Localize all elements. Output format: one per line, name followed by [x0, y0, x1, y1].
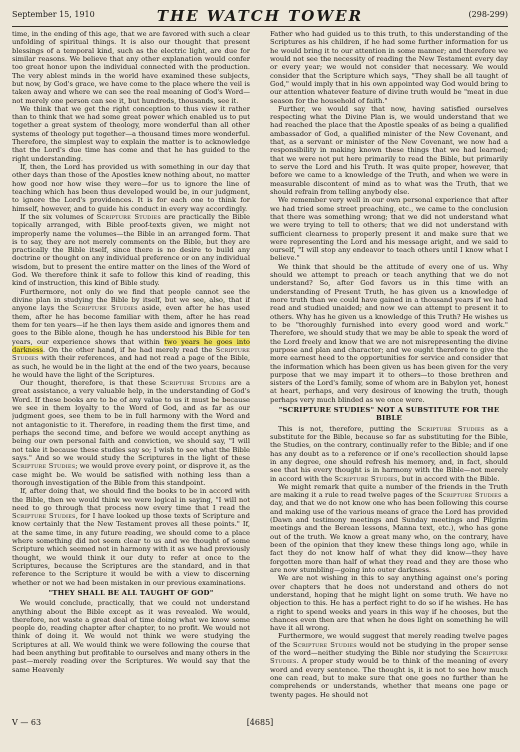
signature-mark: V — 63: [12, 718, 42, 727]
publication-title: THE WATCH TOWER: [156, 7, 364, 25]
paragraph: If, after doing that, we should find the books to be in accord with the Bible, then we would think we were logical in saying, "I will not need to go through that process now every time that I read the Scripture Studies, for I have looked up those texts of Scripture and know certainly that the New Testament proves all these points." If, at the same time, in any future reading, we should come to a place where something did not seem clear to us and we thought of some Scripture which seemed not in harmony with it as we had previously thought, we would think it our duty to refer at once to the Scriptures, because the Scriptures are the standard, and in that reference to the Scripture it would be with a view to discerning whether or not we had been mistaken in our previous examinations.: [12, 487, 250, 587]
book-title: Scripture Studies: [438, 491, 502, 500]
paragraph: We think that we get the right conception to thus view it rather than to think that we had some great power which enabled us to put together a great system of theology, more wonderful than all other systems of theology put together—a thousand times more wonderful. Therefore, the simplest way to explain the matter is to acknowledge that the Lord's due time has come and that he has guided to the right understanding.: [12, 104, 250, 163]
paragraph-text: Furthermore, not only do we find that people cannot see the divine plan in studying the Bible by itself, but we see, also, that if anyone lays the Scripture Studies aside, even after he has used them, after he has become familiar with them, after he has read them for ten years—if he then lays them aside and ignores them and goes to the Bible alone, though he has understood his Bible for ten years, our experience shows that within: [12, 287, 250, 346]
page-header: [12, 6, 508, 27]
book-title: Scripture Studies: [12, 345, 250, 363]
book-title: Scripture Studies: [334, 474, 398, 483]
book-title: Scripture Studies: [72, 304, 138, 313]
book-title: Scripture Studies: [160, 379, 226, 388]
book-title: Scripture Studies: [270, 649, 508, 666]
book-title: Scripture Studies: [96, 212, 162, 221]
paragraph: We might remark that quite a number of the friends in the Truth are making it a rule to read twelve pages of the Scripture Studies a day, and that we do not know one who has been following this course and making use of the various means of grace the Lord has provided (Dawn and testimony meetings and Sunday meetings and Pilgrim meetings and the Berean lessons, Manna text, etc.), who has gone out of the truth. We know a great many who, on the contrary, have been of the opinion that they knew these things long ago, while in fact they do not know half of what they did know—they have forgotten more than half of what they read and they are those who are now stumbling—going into outer darkness.: [270, 482, 508, 574]
paragraph: We remember very well in our own personal experience that after we had tried some street preaching, etc., we came to the conclusion that there was something wrong; that we did not understand what we were trying to tell to others; that we did not understand with sufficient clearness to properly present it and make sure that we were representing the Lord and his message aright, and we said to ourself, "I will stop any endeavor to teach others until I know what I believe.": [270, 196, 508, 263]
paragraph: We think that should be the attitude of every one of us. Why should we attempt to preach or teach anything that we do not understand? So, after God favors us in this time with an understanding of Present Truth, he has given us a knowledge of more truth than we could have gained in a thousand years if we had read and studied unaided; and now we can attempt to present it to others. Why has he given us a knowledge of this Truth? He wishes us to be "thoroughly furnished into every good word and work." Therefore, we should study that we may be able to speak the word of the Lord freely and know that we are not misrepresenting the divine purpose and plan and character; and we ought therefore to give the more earnest heed to the opportunities for service and consider that the information which has been given us has been given for the very purpose that we may impart it to others—to those brethren and sisters of the Lord's family, some of whom are in Babylon yet, honest at heart, perhaps, and very desirous of knowing the truth, though perhaps very much blinded as we once were.: [270, 262, 508, 404]
book-title: Scripture Studies: [12, 462, 76, 471]
paragraph: We would conclude, practically, that we could not understand anything about the Bible except as it was revealed. We would, therefore, not waste a great deal of time doing what we know some people do, reading chapter after chapter, to no profit. We would not think of doing it. We would not think we were studying the Scriptures at all. We would think we were following the course that had been anything but profitable to ourselves and many others in the past—merely reading over the Scriptures. We would say that the same Heavenly: [12, 599, 250, 674]
section-heading: "SCRIPTURE STUDIES" NOT A SUBSTITUTE FOR THE BIBLE: [278, 406, 500, 423]
paragraph: time, in the ending of this age, that we are favored with such a clear unfolding of spiritual things. It is also our thought that present blessings of a temporal kind, such as the electric light, are due for similar reasons. We believe that any other explanation would confer too great honor upon the individual connected with the production. The very ablest minds in the world have examined these subjects, but now, by God's grace, we have come to the place where the veil is taken away and where we can see the real meaning of God's Word—not merely one person can see it, but hundreds, thousands, see it.: [12, 30, 250, 105]
left-column: [12, 30, 250, 710]
book-title: Scripture Studies: [293, 640, 357, 649]
paragraph: This is not, therefore, putting the Scripture Studies as a substitute for the Bible, because so far as substituting for the Bible, the Studies, on the contrary, continually refer to the Bible; and if one has any doubt as to a reference or if one's recollection should lapse in any degree, one should refresh his memory, and, in fact, should see that his every thought is in harmony with the Bible—not merely in accord with the Scripture Studies, but in accord with the Bible.: [270, 424, 508, 483]
right-column: [270, 30, 508, 710]
paragraph: [12, 288, 250, 379]
section-heading: "THEY SHALL BE ALL TAUGHT OF GOD": [48, 588, 214, 597]
paragraph: If, then, the Lord has provided us with something in our day that other days than those of the Apostles knew nothing about, no matter how good nor how wise they were—for us to ignore the line of teaching which has been thus developed would be, in our judgment, to ignore the Lord's providences. It is for each one to think for himself, however, and to guide his conduct in every way accordingly.: [12, 163, 250, 213]
highlighted-text: two years he goes into darkness: [12, 337, 250, 354]
paragraph: Further, we would say that now, having satisfied ourselves respecting what the Divine Plan is, we would understand that we had reached the place that the Apostle speaks of as being a qualified ambassador of God, a qualified minister of the New Covenant, and that, as a servant or minister of the New Covenant, we now had a responsibility in making known these things that we had learned; that we were not put here primarily to read the Bible, but primarily to serve the Lord and his Truth. It was quite proper, however, that before we came to a knowledge of the Truth, and when we were in measurable discontent of mind as to what was the Truth, that we should refrain from telling anybody else.: [270, 104, 508, 196]
paragraph: If the six volumes of Scripture Studies are practically the Bible topically arranged, with Bible proof-texts given, we might not improperly name the volumes—the Bible in an arranged form. That is to say, they are not merely comments on the Bible, but they are practically the Bible itself, since there is no desire to build any doctrine or thought on any individual preference or on any individual wisdom, but to present the entire matter on the lines of the Word of God. We therefore think it safe to follow this kind of reading, this kind of instruction, this kind of Bible study.: [12, 212, 250, 288]
paragraph-text: . On the other hand, if he had merely read the Scripture Studies with their references, and had not read a page of the Bible, as such, he would be in the light at the end of the two years, because he would have the light of the Scriptures.: [12, 345, 250, 379]
page-footer: [12, 718, 508, 732]
page-number: [4685]: [246, 718, 274, 727]
paragraph: We are not wishing in this to say anything against one's poring over chapters that he does not understand and others do not understand, hoping that he might light on some truth. We have no objection to this. He has a perfect right to do so if he wishes. He has a right to spend weeks and years in this way if he chooses, but the chances even then are that when he does light on something he will have it all wrong.: [270, 574, 508, 633]
paragraph: Furthermore, we would suggest that merely reading twelve pages of the Scripture Studies would not be studying in the proper sense of the word—neither studying the Bible nor studying the Scripture Studies. A proper study would be to think of the meaning of every word and every sentence. The thought is, it is not to see how much one can read, but to make sure that one goes no further than he comprehends or understands, whether that means one page or twenty pages. He should not: [270, 632, 508, 699]
book-title: Scripture Studies: [417, 424, 485, 433]
header-date: September 15, 1910: [12, 10, 95, 19]
header-page-range: (298-299): [468, 10, 508, 19]
paragraph: Our thought, therefore, is that these Scripture Studies are a great assistance, a very valuable help, in the understanding of God's Word. If these books are to be of any value to us it must be because we see in them loyalty to the Word of God, and as far as our judgment goes, see them to be in full harmony with the Word and not antagonistic to it. Therefore, in reading them the first time, and perhaps the second time, and before we would accept anything as being our own personal faith and conviction, we should say, "I will not take it because these studies say so; I wish to see what the Bible says." And so we would study the Scriptures in the light of these Scripture Studies; we would prove every point, or disprove it, as the case might be. We would be satisfied with nothing less than a thorough investigation of the Bible from this standpoint.: [12, 379, 250, 487]
paragraph: Father who had guided us to this truth, to this understanding of the Scriptures as his children, if he had some further information for us he would bring it to our attention in some manner; and therefore we would not see the necessity of reading the New Testament every day or every year; we would not consider that necessary. We would consider that the Scripture which says, "They shall be all taught of God," would imply that in his own appointed way God would bring to our attention whatever feature of divine truth would be "meat in due season for the household of faith.": [270, 30, 508, 105]
book-title: Scripture Studies: [12, 512, 76, 521]
